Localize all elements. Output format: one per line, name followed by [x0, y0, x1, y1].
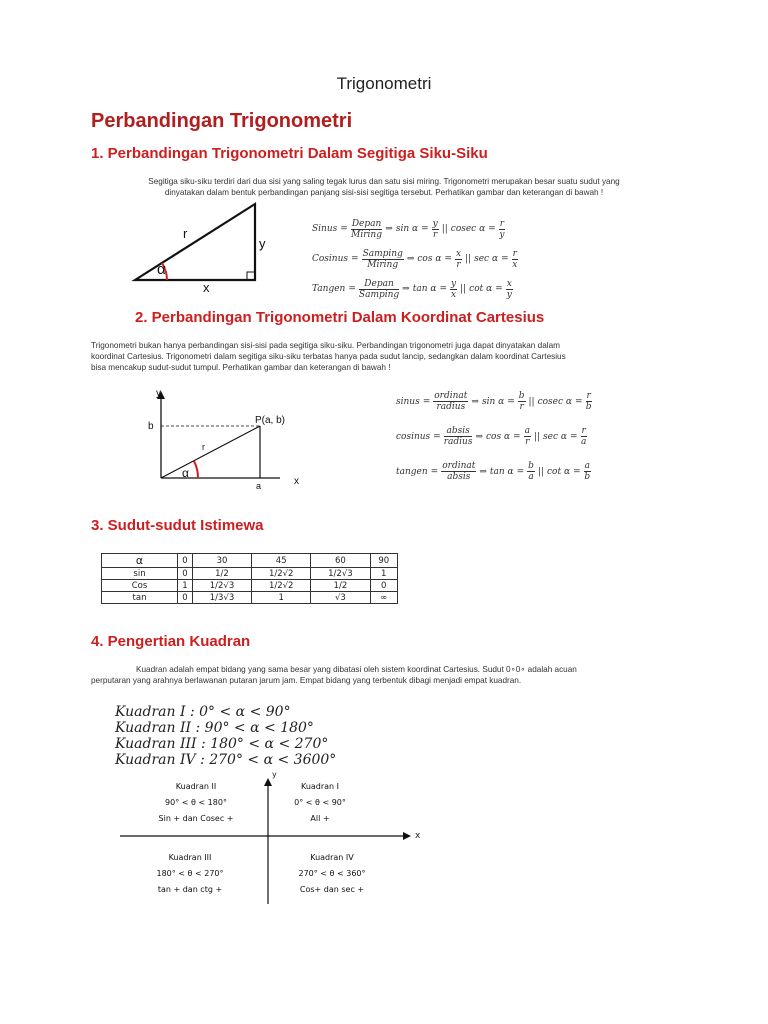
section-4-line-2: perputaran yang arahnya berlawanan putaran jarum jam. Empat bidang yang terbentuk dibagi menjadi empat kuadran.	[91, 676, 522, 685]
table-cell: sin	[102, 568, 178, 580]
quadrant-ranges	[115, 704, 336, 768]
table-header-cell: 45	[252, 554, 311, 568]
section-3-heading: 3. Sudut-sudut Istimewa	[91, 517, 264, 534]
table-cell: 1/2	[311, 580, 370, 592]
label-b: b	[148, 421, 154, 432]
section-2-formulas	[396, 384, 592, 489]
table-cell: 1/2√2	[252, 568, 311, 580]
section-2-heading: 2. Perbandingan Trigonometri Dalam Koordinat Cartesius	[135, 309, 545, 326]
quadrant-1-range: Kuadran I : 0° < α < 90°	[115, 704, 291, 720]
quadrant-1-sign: All +	[310, 814, 330, 823]
quadrant-3-range: 180° < θ < 270°	[156, 869, 224, 878]
section-2-line-3: bisa mencakup sudut-sudut tumpul. Perhatikan gambar dan keterangan di bawah !	[91, 363, 391, 372]
quadrant-4-block	[272, 853, 392, 894]
quadrant-2-sign: Sin + dan Cosec +	[158, 814, 234, 823]
table-cell: 0	[370, 580, 398, 592]
point-label: P(a, b)	[255, 415, 286, 426]
axis-y-label: y	[156, 388, 161, 399]
section-4-paragraph	[91, 664, 691, 686]
main-heading: Perbandingan Trigonometri	[91, 110, 353, 132]
quadrant-4-range: Kuadran IV : 270° < α < 3600°	[115, 752, 337, 768]
table-row	[102, 592, 398, 604]
table-cell: √3	[311, 592, 370, 604]
right-triangle-figure	[125, 198, 275, 293]
axis-x-label: x	[294, 476, 299, 487]
formula-cosinus-cartesian: cosinus = $\frac{\text{absis}}{\text{radius}}$ ⇒ cos α = $\frac{a}{r}$ || sec α = $\frac{r}{a}$	[396, 426, 587, 447]
table-cell: tan	[102, 592, 178, 604]
table-header-cell: 90	[370, 554, 398, 568]
section-1-heading: 1. Perbandingan Trigonometri Dalam Segitiga Siku-Siku	[91, 145, 488, 162]
table-header-cell: 60	[311, 554, 370, 568]
table-cell: 1/2√3	[192, 580, 251, 592]
label-alpha: α	[157, 261, 166, 278]
table-cell: Cos	[102, 580, 178, 592]
formula-sinus: Sinus = $\frac{\text{Depan}}{\text{Miring}}$ ⇒ sin α = $\frac{y}{r}$ || cosec α = $\frac{r}{y}$	[312, 218, 505, 240]
quadrant-1-range: 0° < θ < 90°	[294, 798, 346, 807]
quadrant-3-block	[130, 853, 250, 894]
formula-cosinus: Cosinus = $\frac{\text{Samping}}{\text{Miring}}$ ⇒ cos α = $\frac{x}{r}$ || sec α = $\frac{r}{x}$	[312, 248, 518, 270]
section-1-line-2: dinyatakan dalam bentuk perbandingan panjang sisi-sisi segitiga tersebut. Perhatikan gambar dan keterangan di bawah !	[164, 188, 604, 197]
quadrant-1-block	[260, 782, 380, 823]
table-header-row	[102, 554, 398, 568]
quadrant-1-title: Kuadran I	[300, 782, 340, 791]
quadrant-x-label: x	[415, 831, 421, 841]
section-1-paragraph	[0, 176, 768, 198]
label-r: r	[183, 226, 188, 241]
label-alpha: α	[182, 466, 189, 480]
section-4-line-1: Kuadran adalah empat bidang yang sama besar yang dibatasi oleh sistem koordinat Cartesius. Sudut 0∘0∘ adalah acuan	[136, 665, 577, 674]
quadrant-2-range: Kuadran II : 90° < α < 180°	[115, 720, 314, 736]
quadrant-4-sign: Cos+ dan sec +	[299, 885, 365, 894]
formula-tangen: Tangen = $\frac{\text{Depan}}{\text{Samping}}$ ⇒ tan α = $\frac{y}{x}$ || cot α = $\frac{x}{y}$	[312, 278, 512, 300]
table-header-cell: 30	[192, 554, 251, 568]
table-cell: 1	[370, 568, 398, 580]
table-cell: 1/2√2	[252, 580, 311, 592]
quadrant-2-range: 90° < θ < 180°	[165, 798, 227, 807]
section-2-line-2: koordinat Cartesius. Trigonometri dalam segitiga siku-siku terbatas hanya pada sudut lancip, sedangkan dalam koordinat Cartesius	[91, 352, 566, 361]
quadrant-y-label: y	[272, 770, 277, 779]
table-cell: 1	[178, 580, 193, 592]
quadrant-2-block	[136, 782, 256, 823]
section-1-line-1: Segitiga siku-siku terdiri dari dua sisi yang saling tegak lurus dan satu sisi miring. Trigonometri merupakan besar suatu sudut yang	[148, 177, 620, 186]
special-angles-table	[101, 553, 398, 604]
section-4-heading: 4. Pengertian Kuadran	[91, 633, 251, 650]
section-2-line-1: Trigonometri bukan hanya perbandingan sisi-sisi pada segitiga siku-siku. Perbandingan trigonometri juga dapat dinyatakan dalam	[91, 341, 560, 350]
table-cell: 1	[252, 592, 311, 604]
table-row	[102, 568, 398, 580]
table-cell: 1/2	[192, 568, 251, 580]
table-cell: 0	[178, 592, 193, 604]
quadrant-4-title: Kuadran IV	[310, 853, 354, 862]
table-header-cell: 0	[178, 554, 193, 568]
section-2-paragraph	[91, 340, 691, 373]
cartesian-figure	[140, 383, 310, 493]
quadrant-4-range: 270° < θ < 360°	[298, 869, 366, 878]
quadrant-2-title: Kuadran II	[175, 782, 217, 791]
quadrant-3-title: Kuadran III	[168, 853, 212, 862]
formula-tangen-cartesian: tangen = $\frac{\text{ordinat}}{\text{absis}}$ ⇒ tan α = $\frac{b}{a}$ || cot α = $\frac{a}{b}$	[396, 461, 591, 482]
table-cell: ∞	[370, 592, 398, 604]
label-x: x	[203, 280, 210, 293]
table-header-cell: α	[102, 554, 178, 568]
table-cell: 0	[178, 568, 193, 580]
label-r: r	[202, 442, 205, 452]
table-cell: 1/3√3	[192, 592, 251, 604]
table-row	[102, 580, 398, 592]
quadrant-3-sign: tan + dan ctg +	[157, 885, 223, 894]
label-a: a	[256, 481, 262, 491]
section-1-formulas	[312, 214, 518, 304]
quadrant-3-range: Kuadran III : 180° < α < 270°	[115, 736, 329, 752]
document-title: Trigonometri	[336, 74, 432, 93]
label-y: y	[259, 236, 266, 251]
formula-sinus-cartesian: sinus = $\frac{\text{ordinat}}{\text{radius}}$ ⇒ sin α = $\frac{b}{r}$ || cosec α = $\frac{r}{b}$	[396, 391, 592, 412]
table-cell: 1/2√3	[311, 568, 370, 580]
